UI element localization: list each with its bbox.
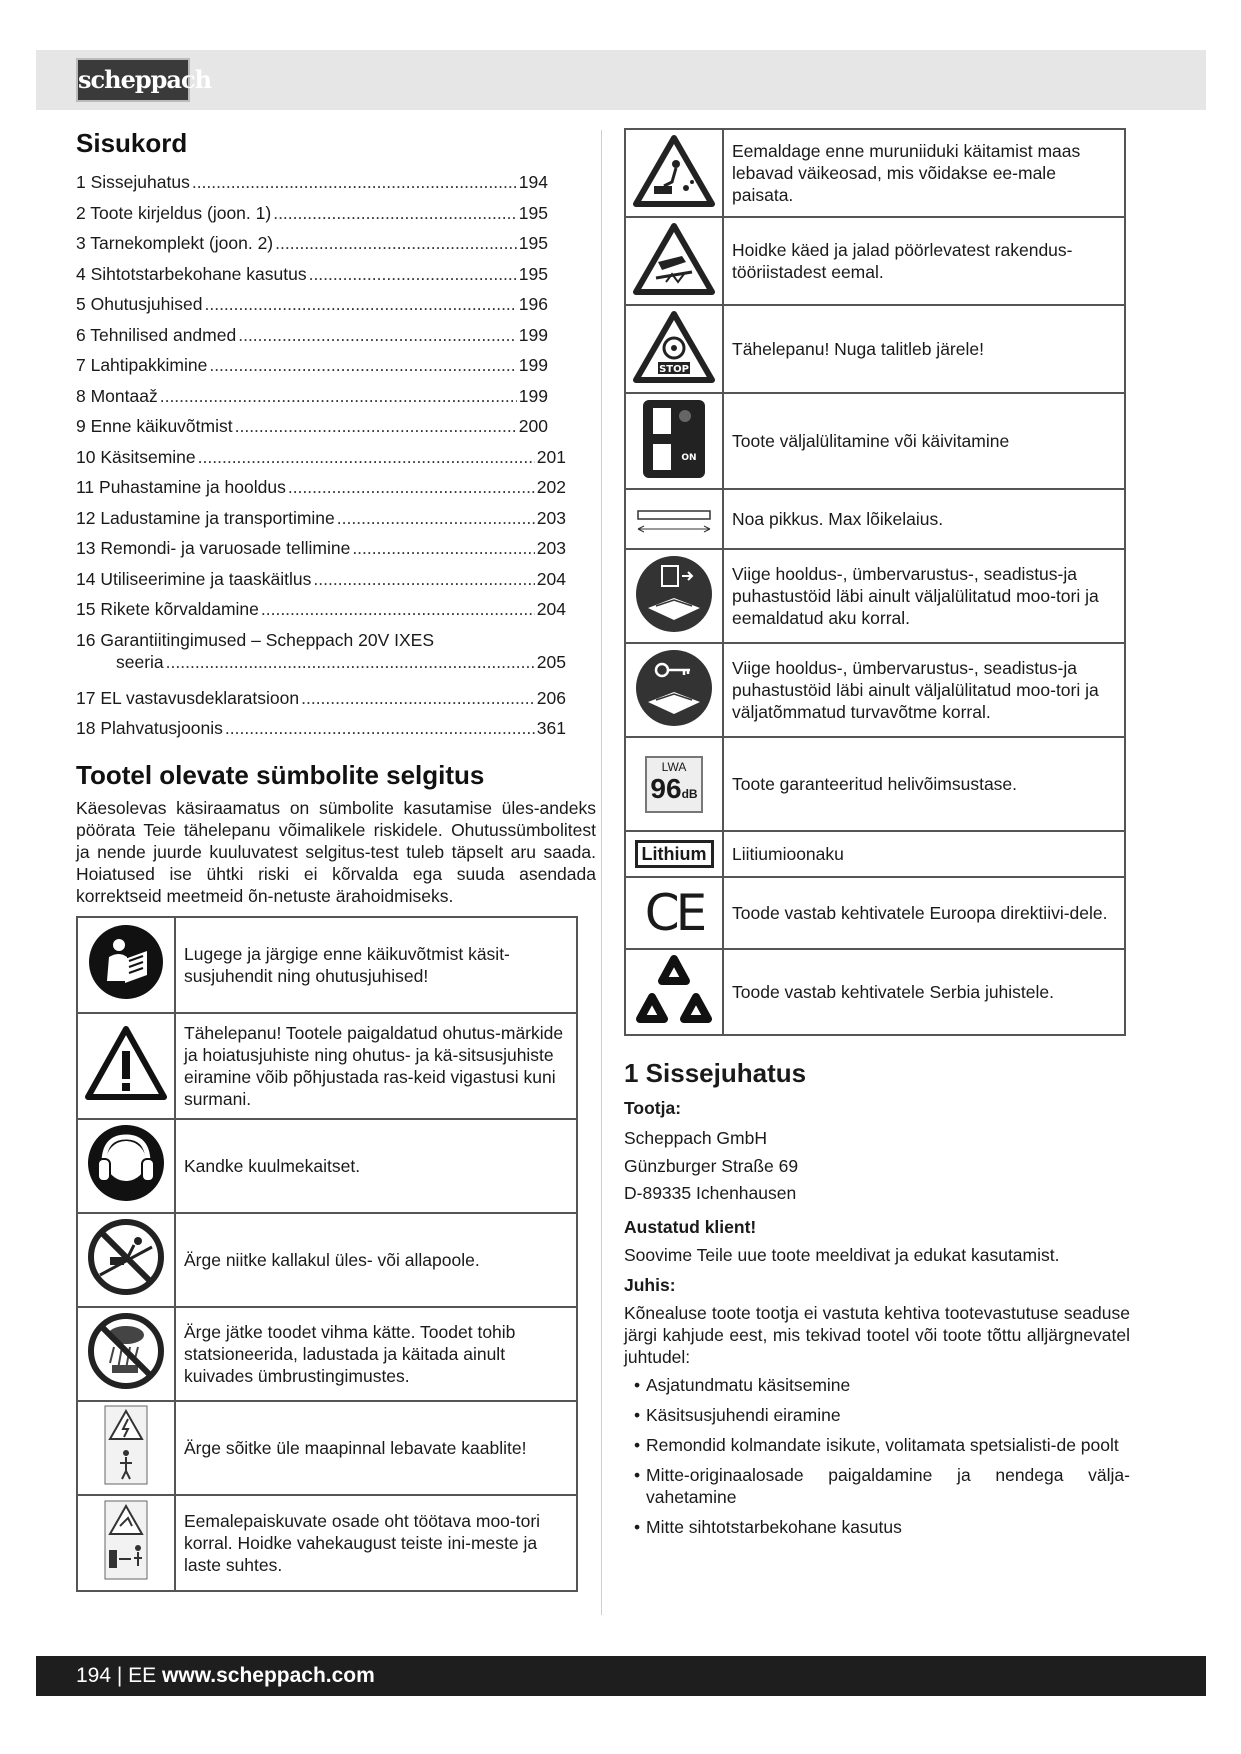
table-row [77, 1401, 577, 1495]
symbol-description: Noa pikkus. Max lõikelaius. [723, 489, 1125, 549]
intro-section-title: 1 Sissejuhatus [624, 1058, 807, 1088]
website-link[interactable]: www.scheppach.com [162, 1664, 375, 1687]
symbol-description: Lugege ja järgige enne käikuvõtmist käsit-susjuhendit ning ohutusjuhised! [175, 917, 577, 1013]
symbol-description: Ärge sõitke üle maapinnal lebavate kaablite! [175, 1401, 577, 1495]
table-row [625, 831, 1125, 877]
symbol-description: Viige hooldus-, ümbervarustus-, seadistus-ja puhastustöid läbi ainult väljalülitatud moo-tori ja eemaldatud aku korral. [723, 549, 1125, 643]
no-slope-mowing-icon [77, 1213, 175, 1307]
cable-hazard-icon [77, 1401, 175, 1495]
warning-triangle-icon [77, 1013, 175, 1119]
note-label: Juhis: [624, 1274, 676, 1295]
power-switch-icon [625, 393, 723, 489]
keep-distance-icon [77, 1495, 175, 1591]
toc-entry[interactable]: 8 Montaaž ..... 199 [76, 381, 548, 412]
toc-entry[interactable]: 1 Sissejuhatus ..... 194 [76, 167, 548, 198]
address-line: Günzburger Straße 69 [624, 1155, 799, 1176]
table-row [625, 949, 1125, 1035]
symbols-intro: Käesolevas käsiraamatus on sümbolite kasutamise üles-andeks pöörata Teie tähelepanu võimalikele riskidele. Ohutussümbolitest ja nende juurde kuuluvatest selgitus-test tuleb täpselt aru saada. Hoiatused ise ühtki riski ei kõrvalda ega suuda asendada korrektseid meetmeid õn-netuste ärahoidmiseks. [76, 797, 596, 907]
toc-entry[interactable]: 11 Puhastamine ja hooldus ..... 202 [76, 472, 566, 503]
table-row [625, 643, 1125, 737]
header-bar [36, 50, 1206, 110]
ce-mark-icon: CE [625, 877, 723, 949]
on-badge-text: ON [681, 452, 697, 463]
read-manual-icon [77, 917, 175, 1013]
symbol-description: Ärge niitke kallakul üles- või allapoole. [175, 1213, 577, 1307]
blade-stop-icon [625, 305, 723, 393]
brand-logo: scheppach [76, 58, 190, 102]
no-rain-icon [77, 1307, 175, 1401]
note-text: Kõnealuse toote tootja ei vastuta kehtiva tootevastutuse seaduse järgi kahjude eest, mis tekivad tootel või toote tõttu alljärgnevatel juhtudel: [624, 1302, 1130, 1367]
remove-objects-icon [625, 129, 723, 217]
page-number: 194 | EE [76, 1664, 157, 1687]
toc-entry[interactable]: 16 Garantiitingimused – Scheppach 20V IXES seeria ..... 205 [76, 625, 548, 683]
toc-title: Sisukord [76, 128, 188, 158]
manufacturer-label: Tootja: [624, 1098, 682, 1118]
toc-entry[interactable]: 7 Lahtipakkimine ..... 199 [76, 350, 548, 381]
toc-entry[interactable]: 15 Rikete kõrvaldamine ..... 204 [76, 594, 566, 625]
toc-entry[interactable]: 4 Sihtotstarbekohane kasutus ..... 195 [76, 259, 548, 290]
table-row [625, 549, 1125, 643]
stop-badge-text: STOP [659, 363, 689, 375]
right-column [624, 128, 1142, 1546]
footer-bar [36, 1656, 1206, 1696]
address-line: Scheppach GmbH [624, 1128, 767, 1148]
liability-list [624, 1374, 1130, 1538]
table-row [77, 1013, 577, 1119]
toc-entry[interactable]: 13 Remondi- ja varuosade tellimine ..... 203 [76, 533, 566, 564]
symbol-description: Hoidke käed ja jalad pöörlevatest rakendus-tööriistadest eemal. [723, 217, 1125, 305]
symbols-table-left [76, 916, 578, 1592]
toc-entry[interactable]: 9 Enne käikuvõtmist ..... 200 [76, 411, 548, 442]
blade-length-icon [625, 489, 723, 549]
list-item: • Käsitsusjuhendi eiramine [624, 1404, 1130, 1426]
toc-entry[interactable]: 10 Käsitsemine ..... 201 [76, 442, 566, 473]
table-row [625, 129, 1125, 217]
noise-level-badge: LWA 96dB [645, 756, 703, 813]
symbol-description: Eemaldage enne muruniiduki käitamist maas lebavad väikeosad, mis võidakse ee-male paisata. [723, 129, 1125, 217]
symbol-description: Toote garanteeritud helivõimsustase. [723, 737, 1125, 831]
serbia-mark-icon [625, 949, 723, 1035]
toc-entry[interactable]: 2 Toote kirjeldus (joon. 1) ..... 195 [76, 198, 548, 229]
symbol-description: Liitiumioonaku [723, 831, 1125, 877]
maintenance-key-icon [625, 643, 723, 737]
symbol-description: Viige hooldus-, ümbervarustus-, seadistus-ja puhastustöid läbi ainult väljalülitatud moo-tori ja väljatõmmatud turvavõtme korral. [723, 643, 1125, 737]
list-item: • Mitte sihtotstarbekohane kasutus [624, 1516, 1130, 1538]
symbol-description: Toode vastab kehtivatele Euroopa direktiivi-dele. [723, 877, 1125, 949]
noise-level-icon [625, 737, 723, 831]
lithium-icon: Lithium [625, 831, 723, 877]
symbol-description: Toote väljalülitamine või käivitamine [723, 393, 1125, 489]
toc-entry[interactable]: 3 Tarnekomplekt (joon. 2) ..... 195 [76, 228, 548, 259]
symbol-description: Kandke kuulmekaitset. [175, 1119, 577, 1213]
symbol-description: Tähelepanu! Tootele paigaldatud ohutus-märkide ja hoiatusjuhiste ning ohutus- ja kä-sitsusjuhiste eiramine võib põhjustada ras-keid vigastusi kuni surmani. [175, 1013, 577, 1119]
symbols-table-right [624, 128, 1126, 1036]
toc-entry-label: 16 Garantiitingimused – Scheppach 20V IXES [76, 629, 434, 650]
symbol-description: Ärge jätke toodet vihma kätte. Toodet tohib statsioneerida, ladustada ja käitada ainult kuivades ümbrustingimustes. [175, 1307, 577, 1401]
toc-entry[interactable]: 18 Plahvatusjoonis ..... 361 [76, 713, 566, 744]
list-item: • Asjatundmatu käsitsemine [624, 1374, 1130, 1396]
toc-entry[interactable]: 12 Ladustamine ja transportimine ..... 203 [76, 503, 566, 534]
list-item: • Mitte-originaalosade paigaldamine ja nendega välja-vahetamine [624, 1464, 1130, 1508]
table-row [77, 1213, 577, 1307]
table-row [625, 305, 1125, 393]
symbol-description: Tähelepanu! Nuga talitleb järele! [723, 305, 1125, 393]
toc-entry[interactable]: 17 EL vastavusdeklaratsioon ..... 206 [76, 683, 566, 714]
table-row [625, 393, 1125, 489]
maintenance-battery-icon [625, 549, 723, 643]
table-row [625, 217, 1125, 305]
manufacturer-address [624, 1125, 1142, 1208]
table-row [625, 877, 1125, 949]
toc-entry[interactable]: 5 Ohutusjuhised ..... 196 [76, 289, 548, 320]
toc-entry[interactable]: 14 Utiliseerimine ja taaskäitlus ..... 204 [76, 564, 566, 595]
table-row [77, 917, 577, 1013]
table-of-contents [76, 167, 596, 744]
table-row [77, 1119, 577, 1213]
dear-customer-label: Austatud klient! [624, 1216, 757, 1237]
symbols-section-title: Tootel olevate sümbolite selgitus [76, 759, 485, 790]
symbol-description: Toode vastab kehtivatele Serbia juhistele. [723, 949, 1125, 1035]
ear-protection-icon [77, 1119, 175, 1213]
address-line: D-89335 Ichenhausen [624, 1183, 797, 1203]
table-row [77, 1307, 577, 1401]
toc-entry[interactable]: 6 Tehnilised andmed ..... 199 [76, 320, 548, 351]
table-row [625, 489, 1125, 549]
column-divider [601, 130, 602, 1615]
table-row [77, 1495, 577, 1591]
table-row [625, 737, 1125, 831]
hand-foot-hazard-icon [625, 217, 723, 305]
wish-text: Soovime Teile uue toote meeldivat ja edukat kasutamist. [624, 1244, 1060, 1265]
list-item: • Remondid kolmandate isikute, volitamata spetsialisti-de poolt [624, 1434, 1130, 1456]
symbol-description: Eemalepaiskuvate osade oht töötava moo-tori korral. Hoidke vahekaugust teiste ini-meste ja laste suhtes. [175, 1495, 577, 1591]
left-column [76, 128, 596, 1592]
